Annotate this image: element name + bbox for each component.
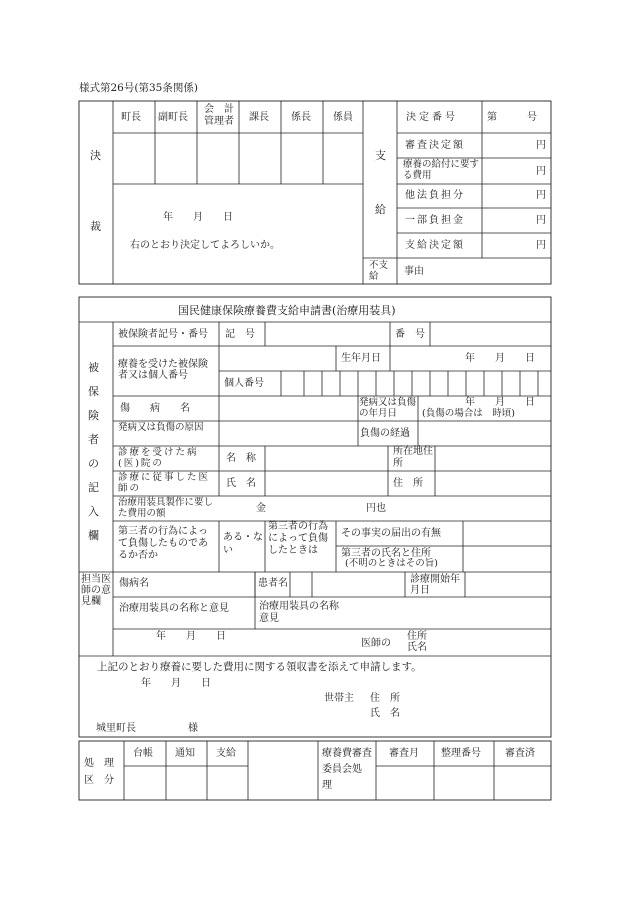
onset-value: 年 月 日 xyxy=(465,397,535,408)
start-date-label: 診療開始年月日 xyxy=(410,574,460,596)
birthdate-label: 生年月日 xyxy=(341,353,381,364)
processing-col-ledger: 台帳 xyxy=(133,748,153,759)
injury-process-label: 負傷の経過 xyxy=(360,428,410,439)
third-party-name-note: (不明のときはその旨) xyxy=(345,558,438,569)
decision-number-label: 決定番号 xyxy=(406,112,458,123)
copay-label: 一部負担金 xyxy=(405,215,465,226)
stamp-col-mayor: 町長 xyxy=(121,112,141,123)
recipient-label: 療養を受けた被保険者又は個人番号 xyxy=(118,359,208,381)
third-party-yes-no: ある・ない xyxy=(223,532,263,556)
stamp-col-subsection-chief: 係長 xyxy=(291,112,311,123)
householder-address-label: 住 所 xyxy=(370,693,400,704)
onset-label: 発病又は負傷の年月日 xyxy=(359,397,417,419)
copay-value: 円 xyxy=(536,215,546,226)
decision-number-value: 第 号 xyxy=(487,112,537,123)
addressee-honorific: 様 xyxy=(188,723,198,734)
processing-col-payment: 支給 xyxy=(216,748,236,759)
payment-decision-label: 支給決定額 xyxy=(405,240,465,251)
decision-label-1: 決 xyxy=(90,149,101,162)
symbol-label: 記 号 xyxy=(225,329,255,340)
review-col-done: 審査済 xyxy=(505,748,535,759)
householder-name-label: 氏 名 xyxy=(370,708,400,719)
review-amount-value: 円 xyxy=(536,140,546,151)
stamp-col-vice-mayor: 副町長 xyxy=(158,112,188,123)
review-amount-label: 審査決定額 xyxy=(405,140,465,151)
stamp-col-accountant: 会 計管理者 xyxy=(204,104,234,127)
other-law-label: 他法負担分 xyxy=(405,190,465,201)
doctor-name-label: 氏 名 xyxy=(226,478,256,489)
stamp-col-section-chief: 課長 xyxy=(249,112,269,123)
third-party-label: 第三者の行為によって負傷したものであるか否か xyxy=(118,526,208,561)
opinion-label: 意見 xyxy=(259,613,279,624)
other-law-value: 円 xyxy=(536,190,546,201)
decision-date-line: 年 月 日 xyxy=(163,212,233,223)
cost-value: 金 円也 xyxy=(256,503,386,514)
third-party-injury-label: 第三者の行為によって負傷したときは xyxy=(268,521,328,556)
hospital-location-label: 所在地住 所 xyxy=(393,446,443,469)
nonpayment-label: 不支給 xyxy=(369,260,389,282)
disease-label: 傷 病 名 xyxy=(120,403,190,414)
stamp-col-staff: 係員 xyxy=(333,112,353,123)
patient-label: 患者名 xyxy=(258,578,288,589)
reason-label: 事由 xyxy=(404,266,424,277)
benefit-cost-value: 円 xyxy=(536,166,546,177)
payment-decision-value: 円 xyxy=(536,240,546,251)
doctor-label: 診療に従事した医師の xyxy=(118,472,211,494)
benefit-cost-label: 療養の給付に要する費用 xyxy=(403,159,480,181)
doctor-section-label: 担当医師の意見欄 xyxy=(81,574,111,607)
doctor-signature-address: 住所 xyxy=(407,631,427,642)
addressee: 城里町長 xyxy=(96,723,136,734)
birthdate-value: 年 月 日 xyxy=(465,353,535,364)
payment-label-2: 給 xyxy=(375,203,386,216)
declaration-date-line: 年 月 日 xyxy=(141,678,211,689)
report-label: その事実の届出の有無 xyxy=(341,528,441,539)
payment-label-1: 支 xyxy=(375,149,386,162)
declaration-text: 上記のとおり療養に要した費用に関する領収書を添えて申請します。 xyxy=(97,661,422,673)
cause-label: 発病又は負傷の原因 xyxy=(118,422,204,433)
doctor-signature-name: 氏名 xyxy=(407,642,427,653)
third-party-name-label: 第三者の氏名と住所 xyxy=(341,548,431,559)
personal-number-label: 個人番号 xyxy=(224,378,264,389)
review-col-number: 整理番号 xyxy=(441,748,481,759)
hospital-label: 診療を受けた病(医)院の xyxy=(118,447,199,469)
onset-note: (負傷の場合は 時頃) xyxy=(422,408,515,419)
application-title: 国民健康保険療養費支給申請書(治療用装具) xyxy=(178,304,396,317)
processing-label: 処 理区 分 xyxy=(84,758,114,786)
insured-id-label: 被保険者記号・番号 xyxy=(118,329,208,340)
cost-label: 治療用装具製作に要した費用の額 xyxy=(118,497,214,519)
form-number: 様式第26号(第35条関係) xyxy=(79,82,198,94)
doctor-address-label: 住 所 xyxy=(393,478,423,489)
doctor-disease-label: 傷病名 xyxy=(119,578,149,589)
decision-label-2: 裁 xyxy=(90,220,101,233)
householder-label: 世帯主 xyxy=(324,693,354,704)
number-label: 番 号 xyxy=(395,329,425,340)
insured-section-label: 被保険者の記入欄 xyxy=(88,361,99,542)
processing-col-notice: 通知 xyxy=(175,748,195,759)
review-col-month: 審査月 xyxy=(389,748,419,759)
device-name-label: 治療用装具の名称 xyxy=(259,601,339,612)
doctor-signature-label: 医師の xyxy=(361,638,391,649)
review-committee-label: 療養費審査委員会処 理 xyxy=(322,748,382,791)
doctor-date-line: 年 月 日 xyxy=(156,631,226,642)
approval-text: 右のとおり決定してよろしいか。 xyxy=(130,240,280,251)
device-opinion-label: 治療用装具の名称と意見 xyxy=(119,603,229,614)
hospital-name-label: 名 称 xyxy=(226,453,256,464)
